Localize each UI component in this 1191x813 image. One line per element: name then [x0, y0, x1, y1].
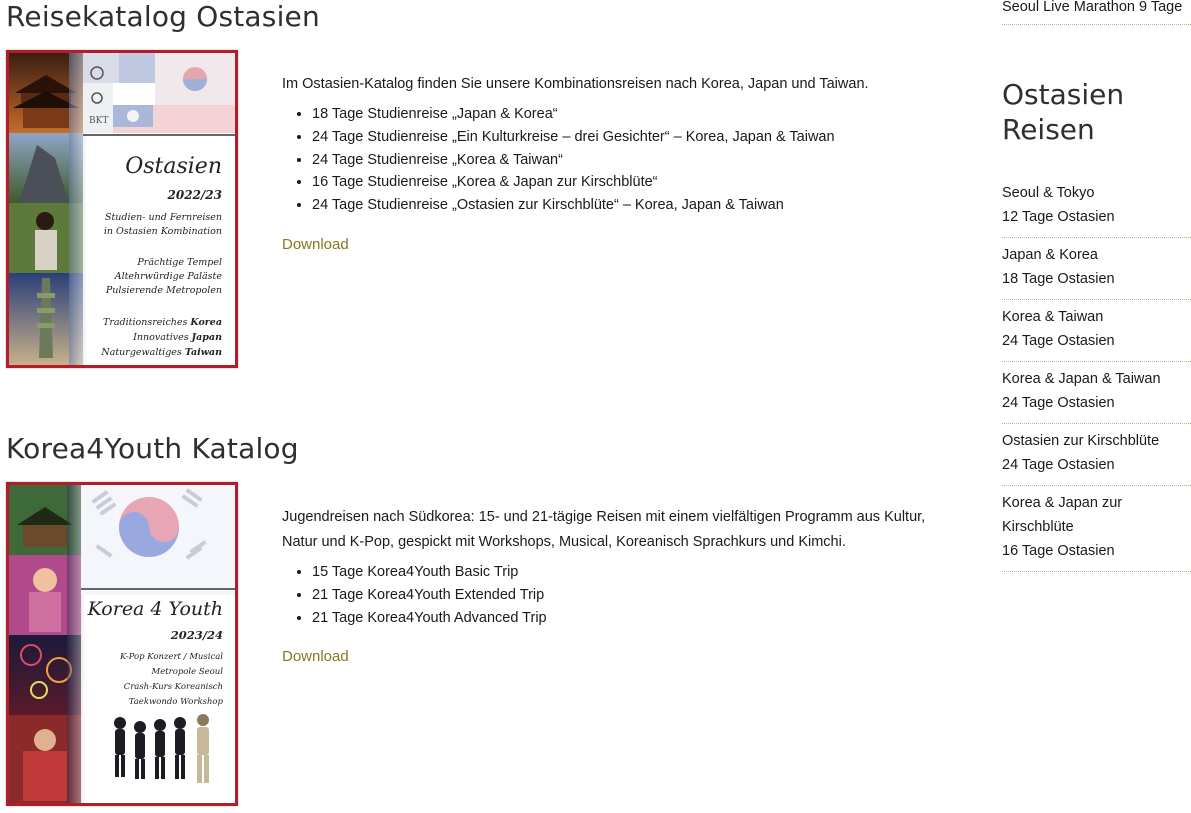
sidebar-item[interactable]: [1002, 362, 1191, 424]
cover-title: Korea 4 Youth: [87, 598, 223, 620]
svg-text:Metropole Seoul: Metropole Seoul: [151, 667, 223, 677]
svg-text:Innovatives Japan: Innovatives Japan: [133, 332, 222, 343]
svg-text:BKT: BKT: [89, 116, 109, 126]
catalog-cover-image[interactable]: [6, 50, 238, 368]
trip-list-item: • 21 Tage Korea4Youth Extended Trip: [312, 584, 932, 607]
svg-text:Traditionsreiches Korea: Traditionsreiches Korea: [103, 317, 222, 328]
sidebar-title: [1002, 77, 1191, 147]
sidebar-item[interactable]: [1002, 424, 1191, 486]
sidebar-item-duration: 12 Tage Ostasien: [1002, 209, 1115, 225]
trip-list: [282, 103, 932, 217]
trip-list-item: • 24 Tage Studienreise „Korea & Taiwan“: [312, 149, 932, 172]
sidebar-item-duration: 24 Tage Ostasien: [1002, 333, 1115, 349]
trip-list-item: • 18 Tage Studienreise „Japan & Korea“: [312, 103, 932, 126]
svg-text:Crash-Kurs Koreanisch: Crash-Kurs Koreanisch: [123, 682, 223, 692]
sidebar-item-title: Korea & Japan & Taiwan: [1002, 371, 1161, 387]
svg-text:Naturgewaltiges Taiwan: Naturgewaltiges Taiwan: [101, 347, 222, 358]
cover-korea4youth-graphic: [9, 485, 235, 803]
cover-ostasien-graphic: [9, 53, 235, 365]
catalog-section-ostasien: [6, 0, 966, 358]
trip-list-item: • 16 Tage Studienreise „Korea & Japan zur Kirschblüte“: [312, 171, 932, 194]
sidebar-item-link[interactable]: [1002, 429, 1191, 477]
sidebar-item[interactable]: [1002, 486, 1191, 572]
svg-text:Taekwondo Workshop: Taekwondo Workshop: [128, 697, 223, 707]
sidebar-item-title: Japan & Korea: [1002, 247, 1098, 263]
trip-list-item: • 24 Tage Studienreise „Ostasien zur Kirschblüte“ – Korea, Japan & Taiwan: [312, 194, 932, 217]
sidebar-item[interactable]: [1002, 300, 1191, 362]
svg-text:Pulsierende Metropolen: Pulsierende Metropolen: [105, 285, 222, 296]
sidebar-item-duration: 18 Tage Ostasien: [1002, 271, 1115, 287]
sidebar-item-title: Korea & Japan zur: [1002, 495, 1123, 511]
catalog-section-korea4youth: [6, 432, 966, 707]
svg-text:K-Pop Konzert / Musical: K-Pop Konzert / Musical: [119, 652, 223, 662]
section-title: Reisekatalog Ostasien: [6, 0, 320, 33]
sidebar-item-link[interactable]: [1002, 367, 1191, 415]
sidebar-item-title: Seoul & Tokyo: [1002, 185, 1095, 201]
sidebar-item-link[interactable]: [1002, 181, 1191, 229]
catalog-intro: Jugendreisen nach Südkorea: 15- und 21-tägige Reisen mit einem vielfältigen Programm aus Kultur, Natur und K-Pop, gespickt mit Workshops, Musical, Koreanisch Sprachkurs und Kimchi.: [282, 509, 926, 550]
section-title: Korea4Youth Katalog: [6, 432, 299, 465]
sidebar-item-link[interactable]: [1002, 305, 1191, 353]
svg-text:Studien- und Fernreisen: Studien- und Fernreisen: [104, 212, 222, 223]
catalog-intro: Im Ostasien-Katalog finden Sie unsere Kombinationsreisen nach Korea, Japan und Taiwan.: [282, 76, 869, 92]
sidebar-item-link[interactable]: [1002, 243, 1191, 291]
sidebar-item-link[interactable]: [1002, 491, 1191, 563]
sidebar-top-item-label: Seoul Live Marathon 9 Tage: [1002, 0, 1183, 15]
download-link[interactable]: Download: [282, 648, 349, 666]
svg-text:in Ostasien Kombination: in Ostasien Kombination: [103, 226, 222, 237]
trip-list-item: • 24 Tage Studienreise „Ein Kulturkreise – drei Gesichter“ – Korea, Japan & Taiwan: [312, 126, 932, 149]
sidebar-item-title-cont: Kirschblüte: [1002, 519, 1074, 535]
sidebar-title-line2: Reisen: [1002, 113, 1095, 146]
sidebar-title-line1: Ostasien: [1002, 78, 1125, 111]
sidebar-top-item[interactable]: [1002, 0, 1191, 25]
catalog-cover-image[interactable]: [6, 482, 238, 806]
sidebar-item-title: Ostasien zur Kirschblüte: [1002, 433, 1160, 449]
sidebar-item[interactable]: [1002, 238, 1191, 300]
catalog-description: [282, 505, 932, 670]
sidebar-item-duration: 24 Tage Ostasien: [1002, 457, 1115, 473]
sidebar: [1002, 0, 1191, 572]
svg-text:2022/23: 2022/23: [167, 188, 222, 202]
sidebar-item-duration: 16 Tage Ostasien: [1002, 543, 1115, 559]
svg-text:Altehrwürdige Paläste: Altehrwürdige Paläste: [114, 271, 222, 282]
catalog-description: [282, 72, 932, 258]
trip-list-item: • 21 Tage Korea4Youth Advanced Trip: [312, 607, 932, 630]
sidebar-item-title: Korea & Taiwan: [1002, 309, 1104, 325]
trip-list-item: • 15 Tage Korea4Youth Basic Trip: [312, 561, 932, 584]
sidebar-list: [1002, 181, 1191, 572]
svg-text:Prächtige Tempel: Prächtige Tempel: [137, 257, 222, 268]
svg-text:2023/24: 2023/24: [170, 628, 223, 642]
sidebar-item[interactable]: [1002, 181, 1191, 238]
download-link[interactable]: Download: [282, 235, 349, 253]
cover-title: Ostasien: [125, 154, 222, 179]
trip-list: [282, 561, 932, 629]
sidebar-item-duration: 24 Tage Ostasien: [1002, 395, 1115, 411]
